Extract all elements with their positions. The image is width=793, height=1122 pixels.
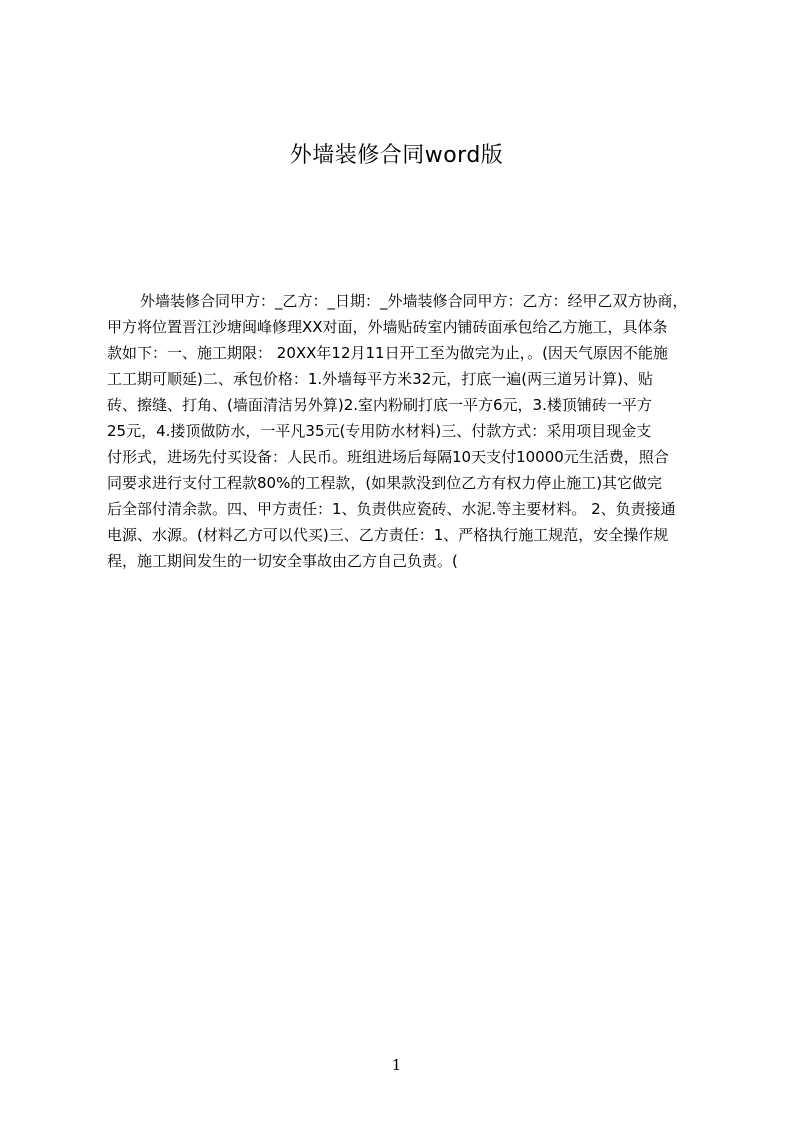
- document-body: [107, 288, 697, 598]
- body-line: 电源、水源。(材料乙方可以代买)三、乙方责任：1、严格执行施工规范，安全操作规: [107, 526, 669, 544]
- body-line: 砖、擦缝、打角、(墙面清洁另外算)2.室内粉刷打底一平方6元，3.楼顶铺砖一平方: [107, 396, 652, 414]
- document-title: 外墙装修合同word版: [289, 143, 504, 168]
- body-line: 工工期可顺延)二、承包价格：1.外墙每平方米32元，打底一遍(两三道另计算)、贴: [107, 370, 653, 388]
- body-line: 款如下：一、施工期限： 20XX年12月11日开工至为做完为止，。(因天气原因不能施: [107, 344, 668, 362]
- page-number: 1: [391, 1056, 402, 1074]
- body-line: 付形式，进场先付买设备：人民币。班组进场后每隔10天支付10000元生活费，照合: [107, 448, 669, 466]
- body-line: 甲方将位置晋江沙塘闽峰修理XX对面，外墙贴砖室内铺砖面承包给乙方施工，具体条: [107, 318, 668, 336]
- body-line: 程，施工期间发生的一切安全事故由乙方自己负责。(: [107, 552, 458, 570]
- body-line: 后全部付清余款。四、甲方责任：1、负责供应瓷砖、水泥.等主要材料。 2、负责接通: [107, 500, 676, 518]
- body-line: 同要求进行支付工程款80%的工程款，(如果款没到位乙方有权力停止施工)其它做完: [107, 474, 663, 492]
- body-line: 外墙装修合同甲方：_乙方：_日期：_外墙装修合同甲方：乙方：经甲乙双方协商，: [140, 292, 688, 310]
- body-line: 25元，4.搂顶做防水，一平凡35元(专用防水材料)三、付款方式：采用项目现金支: [107, 422, 652, 440]
